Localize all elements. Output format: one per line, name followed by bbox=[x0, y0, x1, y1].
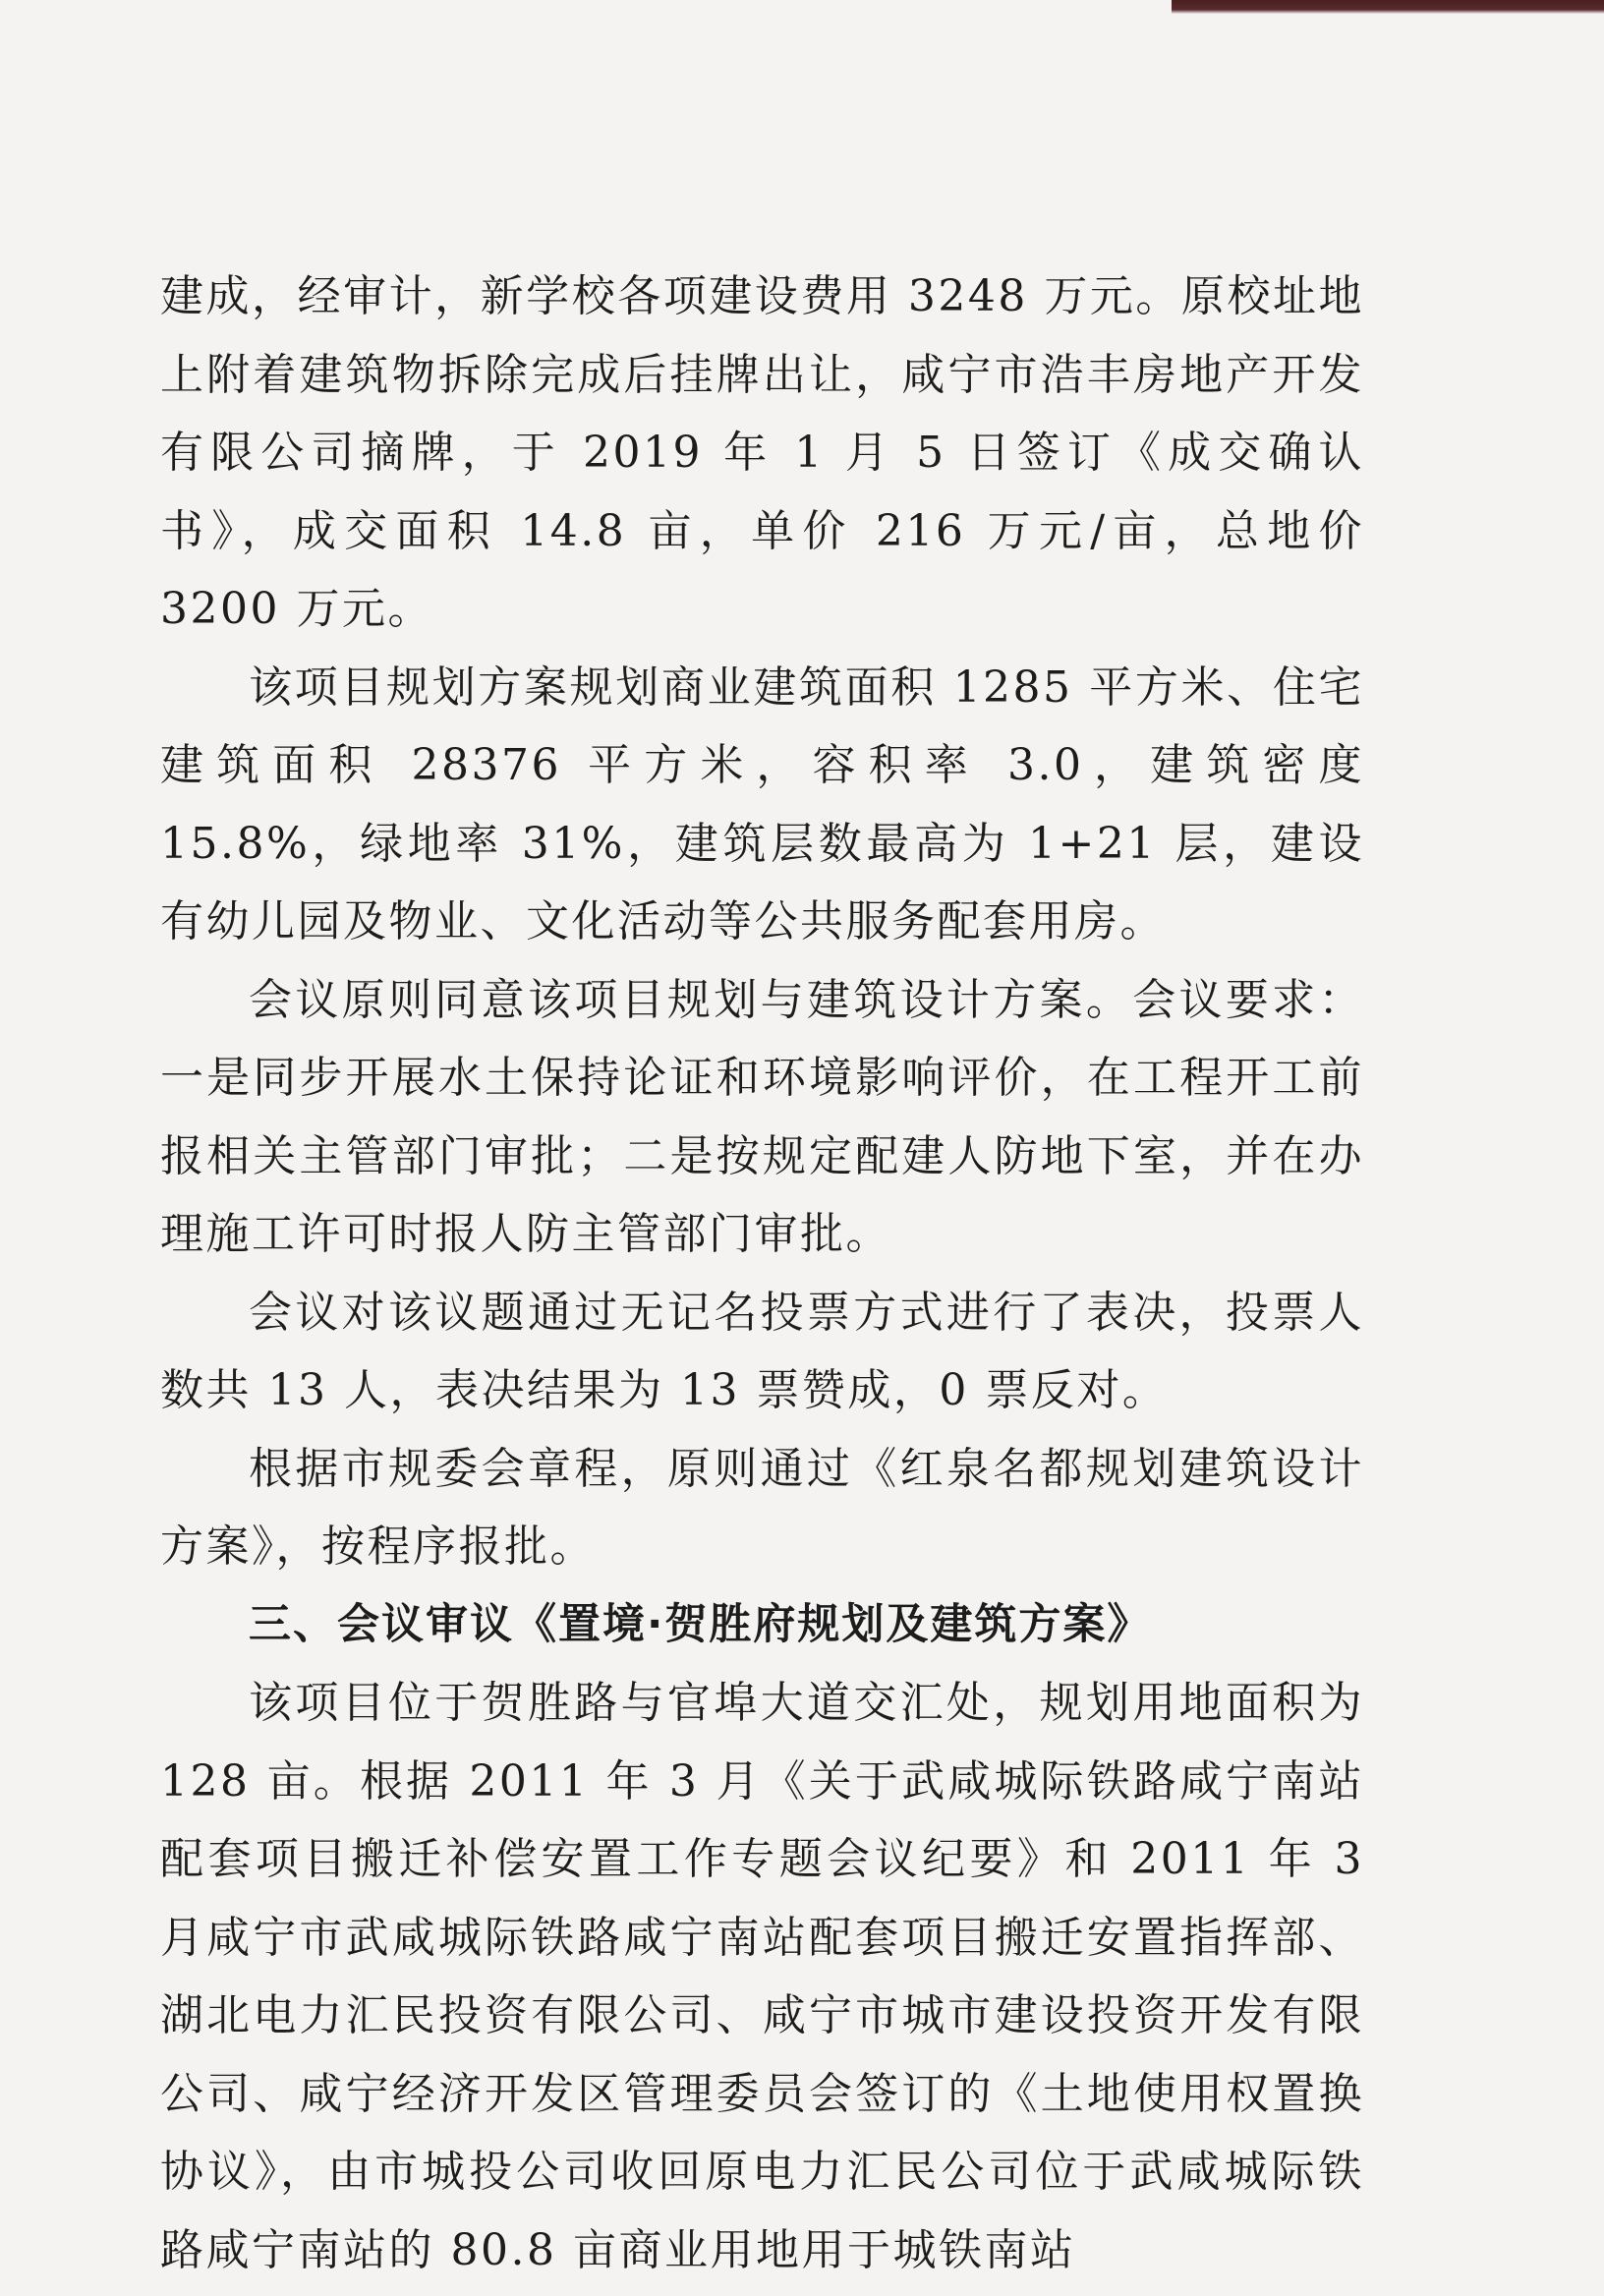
paragraph-meeting-requirements: 会议原则同意该项目规划与建筑设计方案。会议要求：一是同步开展水土保持论证和环境影响评价，在工程开工前报相关主管部门审批；二是按规定配建人防地下室，并在办理施工许可时报人防主管部门审批。 bbox=[160, 974, 1364, 1259]
section-heading-3: 三、会议审议《置境·贺胜府规划及建筑方案》 bbox=[249, 1599, 1152, 1649]
paragraph-planning-indicators: 该项目规划方案规划商业建筑面积 1285 平方米、住宅建筑面积 28376 平方米，容积率 3.0，建筑密度 15.8%，绿地率 31%，建筑层数最高为 1+21 层，建设有幼儿园及物业、文化活动等公共服务配套用房。 bbox=[160, 661, 1364, 947]
paragraph-approval: 根据市规委会章程，原则通过《红泉名都规划建筑设计方案》，按程序报批。 bbox=[160, 1443, 1364, 1572]
paragraph-school-land-sale: 建成，经审计，新学校各项建设费用 3248 万元。原校址地上附着建筑物拆除完成后挂牌出让，咸宁市浩丰房地产开发有限公司摘牌，于 2019 年 1 月 5 日签订《成交确认书》，成交面积 14.8 亩，单价 216 万元/亩，总地价 3200 万元。 bbox=[160, 271, 1364, 634]
paragraph-project-background: 该项目位于贺胜路与官埠大道交汇处，规划用地面积为 128 亩。根据 2011 年 3 月《关于武咸城际铁路咸宁南站配套项目搬迁补偿安置工作专题会议纪要》和 2011 年 3 月咸宁市武咸城际铁路咸宁南站配套项目搬迁安置指挥部、湖北电力汇民投资有限公司、咸宁市城市建设投资开发有限公司、咸宁经济开发区管理委员会签订的《土地使用权置换协议》，由市城投公司收回原电力汇民公司位于武咸城际铁路咸宁南站的 80.8 亩商业用地用于城铁南站 bbox=[160, 1678, 1364, 2275]
document-page bbox=[160, 258, 1364, 2289]
paragraph-vote-result: 会议对该议题通过无记名投票方式进行了表决，投票人数共 13 人，表决结果为 13 票赞成，0 票反对。 bbox=[160, 1287, 1364, 1415]
page-edge-mark bbox=[1172, 0, 1604, 14]
